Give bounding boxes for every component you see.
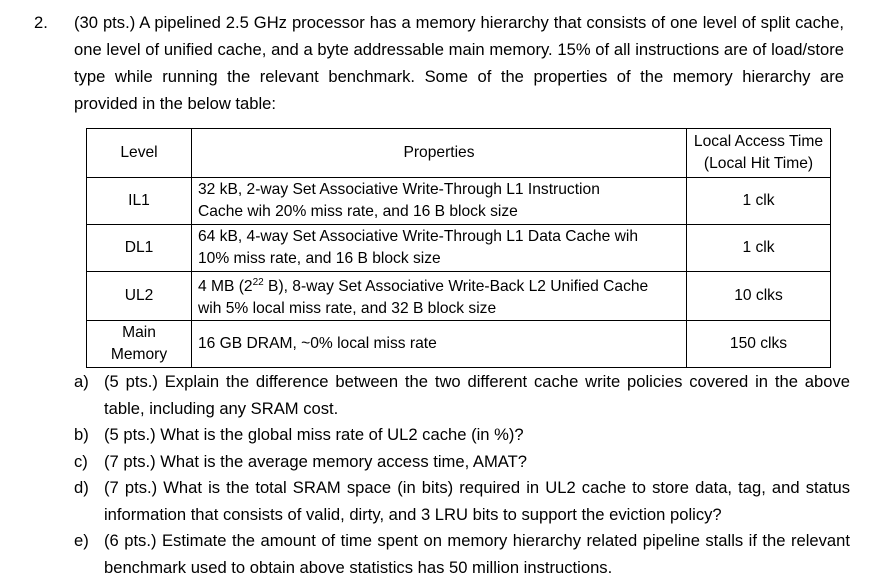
- table-row: [87, 321, 831, 368]
- part-label: d): [74, 475, 89, 502]
- prop-line: [198, 272, 680, 298]
- part-text: [104, 475, 850, 528]
- header-time-line1: Local Access Time: [693, 131, 824, 153]
- question-parts: [74, 369, 850, 581]
- part-c: [74, 449, 850, 476]
- prop-line: 10% miss rate, and 16 B block size: [198, 248, 680, 270]
- part-e: [74, 528, 850, 581]
- cell-level: IL1: [87, 178, 192, 225]
- cell-time: 150 clks: [687, 321, 831, 368]
- cell-time: 1 clk: [687, 225, 831, 272]
- header-access-time: [687, 129, 831, 178]
- prop-line: 32 kB, 2-way Set Associative Write-Through L1 Instruction: [198, 179, 680, 201]
- table-header-row: [87, 129, 831, 178]
- part-label: c): [74, 449, 88, 476]
- part-line: information that consists of valid, dirty, and 3 LRU bits to support the eviction policy?: [104, 502, 850, 529]
- cell-properties: [192, 178, 687, 225]
- header-properties: Properties: [192, 129, 687, 178]
- cell-properties: 16 GB DRAM, ~0% local miss rate: [192, 321, 687, 368]
- exponent: 22: [253, 277, 264, 288]
- table-row: [87, 178, 831, 225]
- cell-time: 1 clk: [687, 178, 831, 225]
- table-row: [87, 225, 831, 272]
- cell-level: UL2: [87, 272, 192, 321]
- part-d: [74, 475, 850, 528]
- part-a: [74, 369, 850, 422]
- prop-line: 64 kB, 4-way Set Associative Write-Through L1 Data Cache wih: [198, 226, 680, 248]
- level-line: Main: [93, 322, 185, 344]
- part-label: a): [74, 369, 89, 396]
- part-line: table, including any SRAM cost.: [104, 396, 850, 423]
- part-text: [104, 449, 850, 476]
- part-line: (5 pts.) What is the global miss rate of UL2 cache (in %)?: [104, 422, 850, 449]
- cell-properties: [192, 225, 687, 272]
- level-line: Memory: [93, 344, 185, 366]
- prop-line: wih 5% local miss rate, and 32 B block size: [198, 298, 680, 320]
- part-line: (7 pts.) What is the total SRAM space (in bits) required in UL2 cache to store data, tag, and status: [104, 475, 850, 502]
- header-time-line2: (Local Hit Time): [693, 153, 824, 175]
- cell-level: [87, 321, 192, 368]
- cell-properties: [192, 272, 687, 321]
- question-number: 2.: [34, 9, 48, 36]
- intro-line: (30 pts.) A pipelined 2.5 GHz processor has a memory hierarchy that consists of one level of split cache,: [74, 9, 844, 36]
- intro-line: type while running the relevant benchmark. Some of the properties of the memory hierarchy are: [74, 63, 844, 90]
- part-text: [104, 528, 850, 581]
- table-row: [87, 272, 831, 321]
- memory-hierarchy-table: [86, 128, 831, 368]
- intro-line: provided in the below table:: [74, 90, 844, 117]
- header-level: Level: [87, 129, 192, 178]
- prop-text: 4 MB (2: [198, 278, 253, 295]
- question-intro: [74, 9, 844, 117]
- part-line: benchmark used to obtain above statistics has 50 million instructions.: [104, 555, 850, 581]
- part-line: (5 pts.) Explain the difference between the two different cache write policies covered in the above: [104, 369, 850, 396]
- cell-time: 10 clks: [687, 272, 831, 321]
- intro-line: one level of unified cache, and a byte addressable main memory. 15% of all instructions are of load/store: [74, 36, 844, 63]
- part-line: (7 pts.) What is the average memory access time, AMAT?: [104, 449, 850, 476]
- part-line: (6 pts.) Estimate the amount of time spent on memory hierarchy related pipeline stalls if the relevant: [104, 528, 850, 555]
- part-label: b): [74, 422, 89, 449]
- prop-line: Cache wih 20% miss rate, and 16 B block size: [198, 201, 680, 223]
- cell-level: DL1: [87, 225, 192, 272]
- part-b: [74, 422, 850, 449]
- part-text: [104, 369, 850, 422]
- prop-text: B), 8-way Set Associative Write-Back L2 Unified Cache: [264, 278, 649, 295]
- part-label: e): [74, 528, 89, 555]
- part-text: [104, 422, 850, 449]
